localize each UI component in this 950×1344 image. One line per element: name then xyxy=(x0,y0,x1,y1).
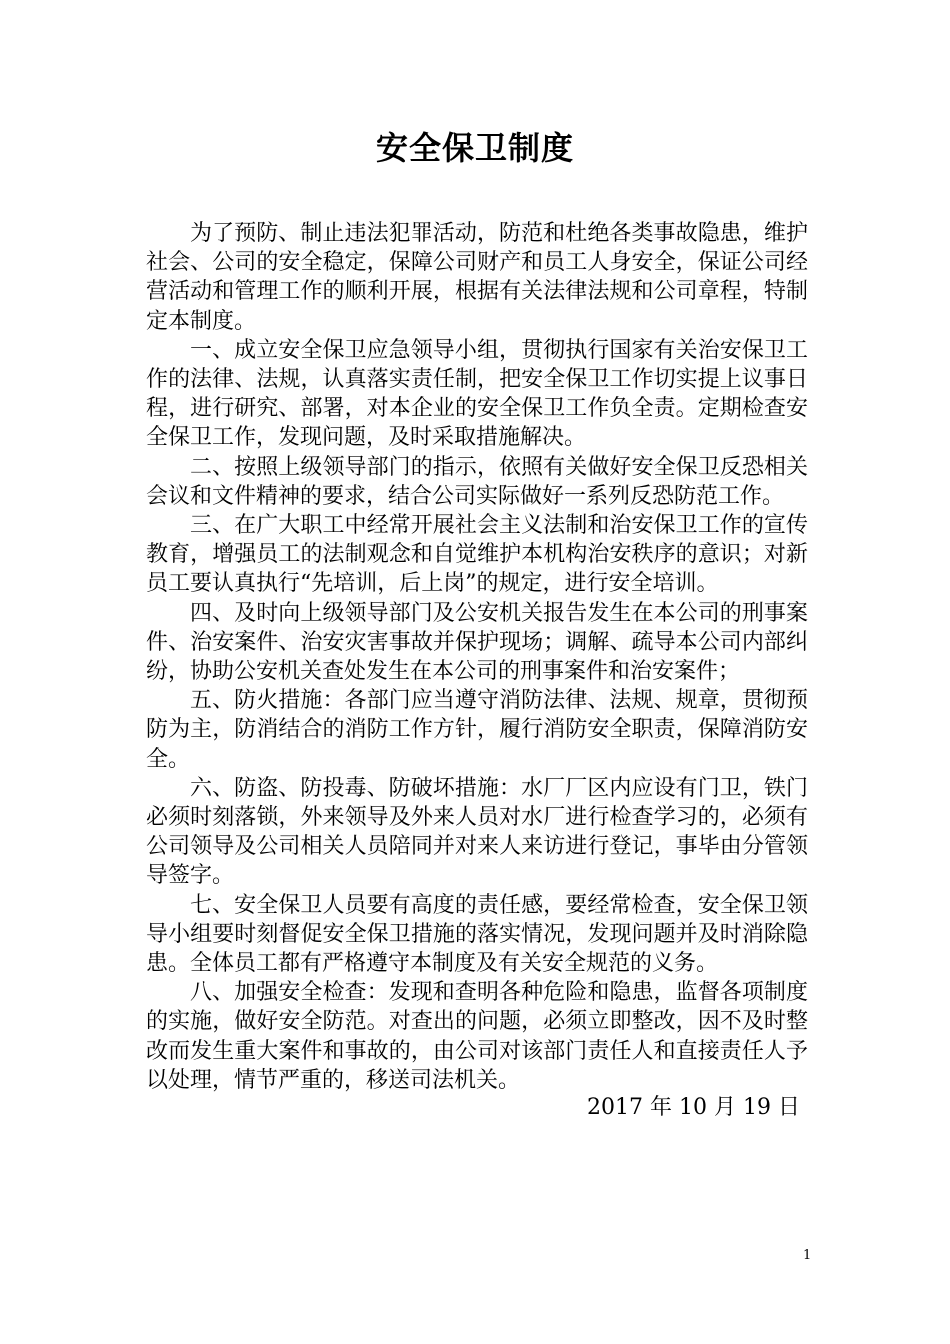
clause-1-paragraph: 一、成立安全保卫应急领导小组，贯彻执行国家有关治安保卫工作的法律、法规，认真落实责任制，把安全保卫工作切实提上议事日程，进行研究、部署，对本企业的安全保卫工作负全责。定期检查安全保卫工作，发现问题，及时采取措施解决。 xyxy=(146,337,808,451)
document-date: 2017 年 10 月 19 日 xyxy=(587,1095,800,1120)
clause-5-paragraph: 五、防火措施：各部门应当遵守消防法律、法规、规章，贯彻预防为主，防消结合的消防工作方针，履行消防安全职责，保障消防安全。 xyxy=(146,688,808,772)
document-body xyxy=(146,219,808,1095)
intro-paragraph: 为了预防、制止违法犯罪活动，防范和杜绝各类事故隐患，维护社会、公司的安全稳定，保障公司财产和员工人身安全，保证公司经营活动和管理工作的顺利开展，根据有关法律法规和公司章程，特制定本制度。 xyxy=(146,221,808,334)
document-title: 安全保卫制度 xyxy=(375,129,574,167)
clause-3-paragraph: 三、在广大职工中经常开展社会主义法制和治安保卫工作的宣传教育，增强员工的法制观念和自觉维护本机构治安秩序的意识；对新员工要认真执行“先培训，后上岗”的规定，进行安全培训。 xyxy=(146,513,808,597)
clause-6-paragraph: 六、防盗、防投毒、防破坏措施：水厂厂区内应设有门卫，铁门必须时刻落锁，外来领导及外来人员对水厂进行检查学习的，必须有公司领导及公司相关人员陪同并对来人来访进行登记，事毕由分管领导签字。 xyxy=(146,775,808,889)
page-number: 1 xyxy=(803,1248,812,1263)
clause-2-paragraph: 二、按照上级领导部门的指示，依照有关做好安全保卫反恐相关会议和文件精神的要求，结合公司实际做好一系列反恐防范工作。 xyxy=(146,454,808,509)
clause-7-paragraph: 七、安全保卫人员要有高度的责任感，要经常检查，安全保卫领导小组要时刻督促安全保卫措施的落实情况，发现问题并及时消除隐患。全体员工都有严格遵守本制度及有关安全规范的义务。 xyxy=(146,892,808,977)
clause-8-paragraph: 八、加强安全检查：发现和查明各种危险和隐患，监督各项制度的实施，做好安全防范。对查出的问题，必须立即整改，因不及时整改而发生重大案件和事故的，由公司对该部门责任人和直接责任人予以处理，情节严重的，移送司法机关。 xyxy=(146,980,808,1093)
clause-4-paragraph: 四、及时向上级领导部门及公安机关报告发生在本公司的刑事案件、治安案件、治安灾害事故并保护现场；调解、疏导本公司内部纠纷，协助公安机关查处发生在本公司的刑事案件和治安案件； xyxy=(146,600,808,685)
